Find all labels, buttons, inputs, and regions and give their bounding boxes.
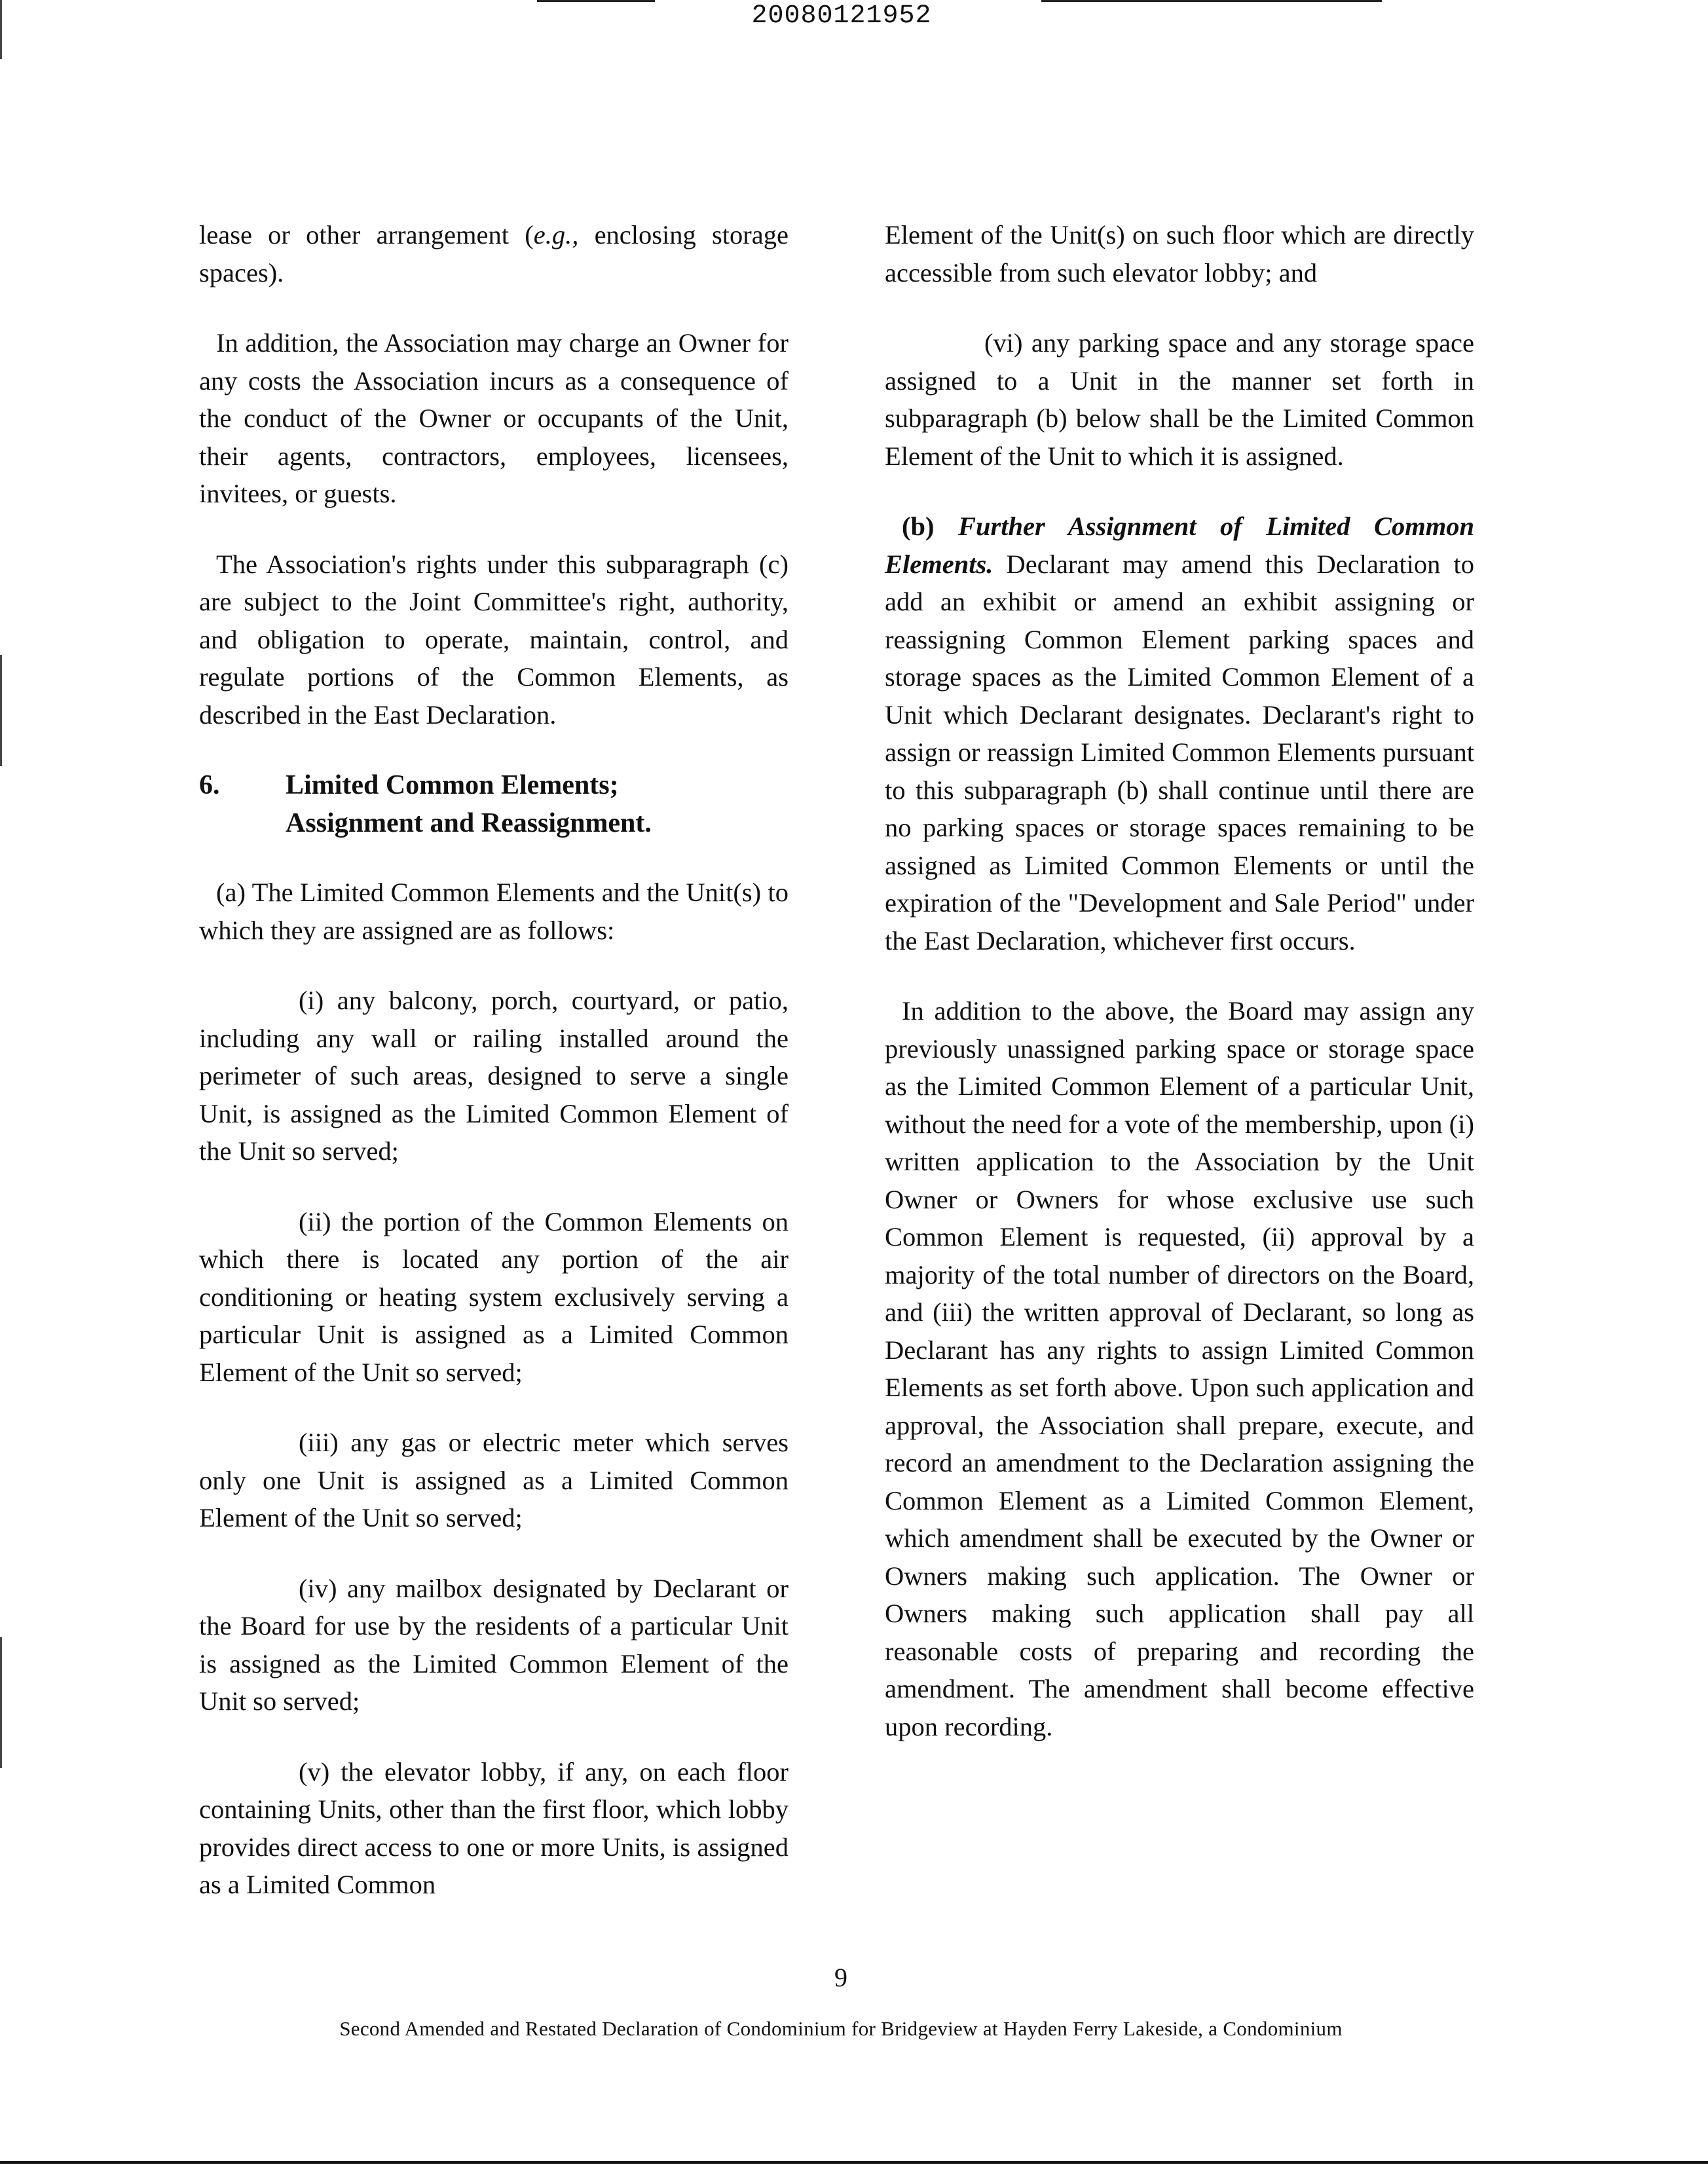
section-title xyxy=(286,766,789,842)
section-number: 6. xyxy=(199,770,220,800)
left-column xyxy=(199,216,789,1937)
paragraph-lease xyxy=(199,216,789,291)
section-title-line: Limited Common Elements; xyxy=(286,770,619,800)
list-item-ii: (ii) the portion of the Common Elements on which there is located any portion of the air conditioning or heating system exclusively serving a particular Unit is assigned as a Limited Common Element of the Unit so served; xyxy=(199,1206,789,1387)
paragraph-b-title: Further Assignment of Limited Common Elements. xyxy=(885,511,1474,579)
paragraph-association-rights: The Association's rights under this subparagraph (c) are subject to the Joint Committee's right, authority, and obligation to operate, maintain, control, and regulate portions of the Common Elements, as described in the East Declaration. xyxy=(199,549,789,730)
paragraph-a: (a) The Limited Common Elements and the Unit(s) to which they are assigned are as follows: xyxy=(199,878,789,945)
list-item-vi: (vi) any parking space and any storage space assigned to a Unit in the manner set forth in subparagraph (b) below shall be the Limited Common Element of the Unit to which it is assigned. xyxy=(885,328,1474,471)
paragraph-owner-charges: In addition, the Association may charge an Owner for any costs the Association incurs as a consequence of the conduct of the Owner or occupants of the Unit, their agents, contractors, employees, licensees, invitees, or guests. xyxy=(199,328,789,508)
list-item-i: (i) any balcony, porch, courtyard, or patio, including any wall or railing installed around the perimeter of such areas, designed to serve a single Unit, is assigned as the Limited Common Element of the Unit so served; xyxy=(199,986,789,1166)
scan-edge-bottom xyxy=(0,2161,1708,2164)
list-item-v-continued: Element of the Unit(s) on such floor which are directly accessible from such elevator lobby; and xyxy=(885,220,1474,287)
footer-title: Second Amended and Restated Declaration of Condominium for Bridgeview at Hayden Ferry Lakeside, a Condominium xyxy=(339,2017,1343,2040)
scan-edge-left xyxy=(0,655,2,766)
paragraph-b-body: Declarant may amend this Declaration to add an exhibit or amend an exhibit assigning or reassigning Common Element parking spaces and storage spaces as the Limited Common Element of a Unit which Declarant designates. Declarant's right to assign or reassign Limited Common Elements pursuant to this subparagraph (b) shall continue until there are no parking spaces or storage spaces remaining to be assigned as Limited Common Elements or until the expiration of the "Development and Sale Period" under the East Declaration, whichever first occurs. xyxy=(885,549,1474,955)
text: lease or other arrangement ( xyxy=(199,220,534,250)
document-number: 20080121952 xyxy=(751,1,932,31)
scan-edge-left xyxy=(0,1637,2,1768)
paragraph-b-label: (b) xyxy=(902,511,935,541)
paragraph-board-assignment: In addition to the above, the Board may assign any previously unassigned parking space or storage space as the Limited Common Element of a particular Unit, without the need for a vote of the membership, upon (i) written application to the Association by the Unit Owner or Owners for whose exclusive use such Common Element is requested, (ii) approval by a majority of the total number of directors on the Board, and (iii) the written approval of Declarant, so long as Declarant has any rights to assign Limited Common Elements as set forth above. Upon such application and approval, the Association shall prepare, execute, and record an amendment to the Declaration assigning the Common Element as a Limited Common Element, which amendment shall be executed by the Owner or Owners making such application. The Owner or Owners making such application shall pay all reasonable costs of preparing and recording the amendment. The amendment shall become effective upon recording. xyxy=(885,996,1474,1741)
text-italic: e.g., xyxy=(533,220,579,250)
section-heading xyxy=(199,766,789,842)
paragraph-b xyxy=(885,508,1474,959)
list-item-iii: (iii) any gas or electric meter which serves only one Unit is assigned as a Limited Common Element of the Unit so served; xyxy=(199,1428,789,1532)
section-title-line: Assignment and Reassignment. xyxy=(286,808,652,838)
right-column xyxy=(885,216,1474,1778)
page-number: 9 xyxy=(834,1963,847,1992)
list-item-iv: (iv) any mailbox designated by Declarant or the Board for use by the residents of a particular Unit is assigned as the Limited Common Element of the Unit so served; xyxy=(199,1573,789,1716)
text: enclosing storage spaces). xyxy=(199,220,789,287)
list-item-v: (v) the elevator lobby, if any, on each floor containing Units, other than the first floor, which lobby provides direct access to one or more Units, is assigned as a Limited Common xyxy=(199,1756,789,1899)
